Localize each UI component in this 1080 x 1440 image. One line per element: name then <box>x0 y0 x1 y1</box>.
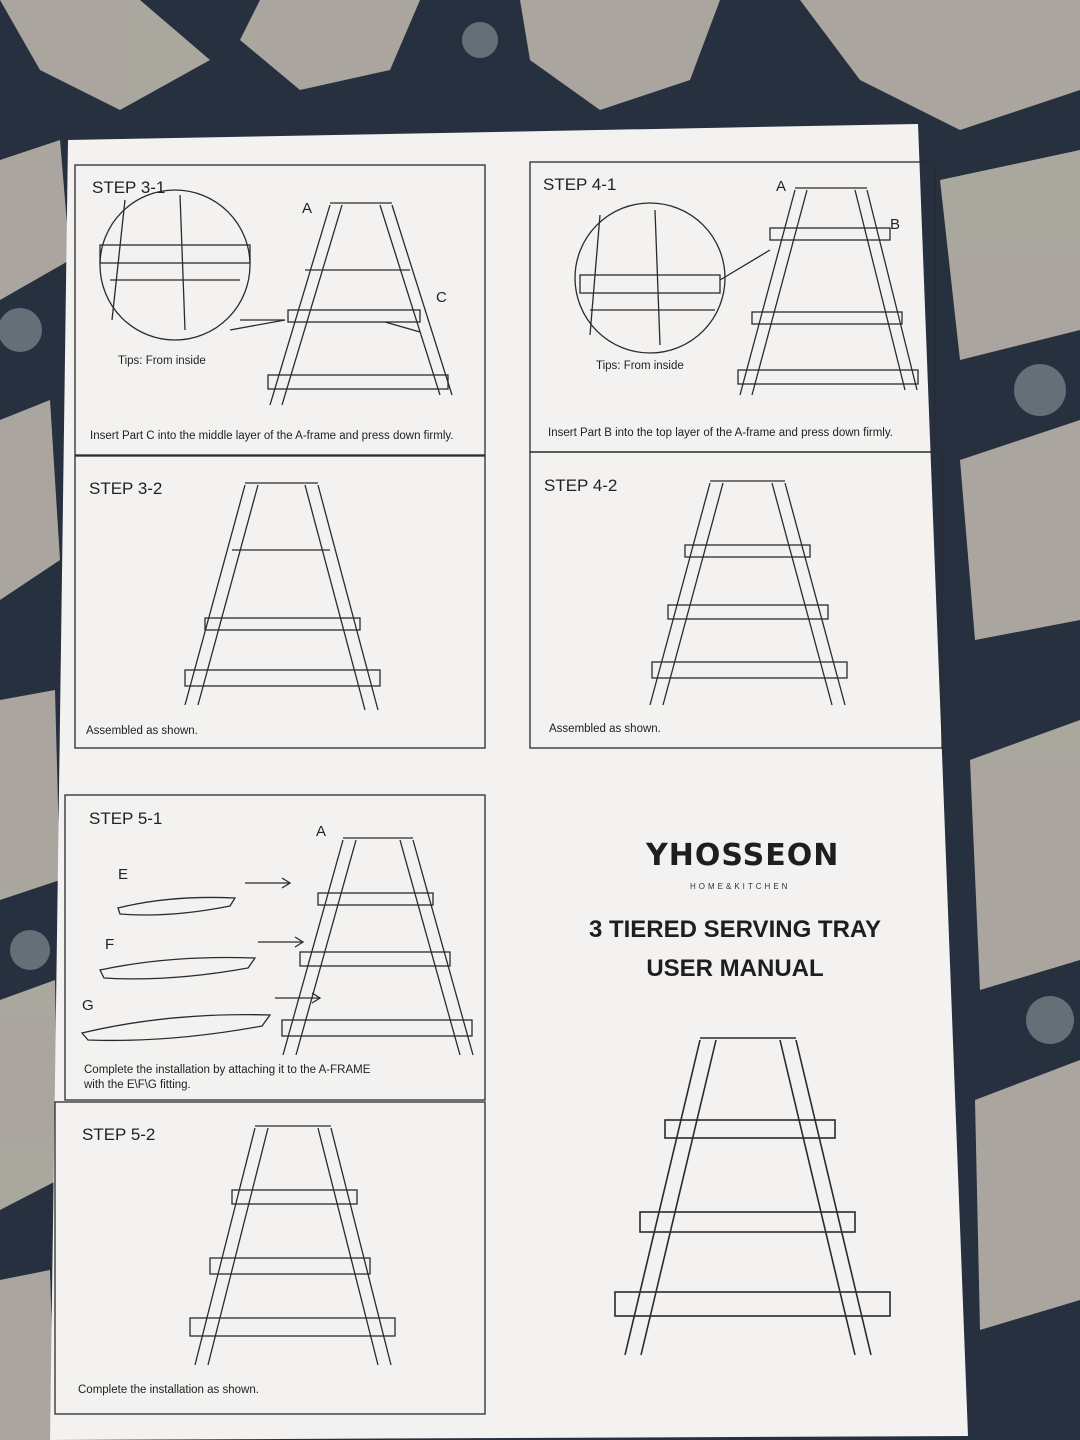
step-5-1-label: STEP 5-1 <box>89 809 163 828</box>
step-5-1-part-e: E <box>118 866 129 883</box>
step-4-2-instruction: Assembled as shown. <box>549 723 661 735</box>
step-3-1-part-a: A <box>302 200 313 217</box>
step-4-1-tips: Tips: From inside <box>596 360 684 372</box>
step-5-1-part-a: A <box>316 823 327 840</box>
brand-subtitle: HOME&KITCHEN <box>690 882 791 891</box>
step-4-1-part-b: B <box>890 216 901 233</box>
step-3-1-tips: Tips: From inside <box>118 355 206 367</box>
step-3-2-label: STEP 3-2 <box>89 479 163 498</box>
manual-subtitle: USER MANUAL <box>646 955 824 982</box>
step-5-2-instruction: Complete the installation as shown. <box>78 1384 259 1396</box>
step-3-1-instruction: Insert Part C into the middle layer of the A-frame and press down firmly. <box>90 430 454 442</box>
step-3-1-part-c: C <box>436 289 447 306</box>
step-4-2-label: STEP 4-2 <box>544 476 618 495</box>
step-3-1-label: STEP 3-1 <box>92 178 166 197</box>
brand-logo: YHOSSEON <box>646 838 840 873</box>
step-5-1-part-f: F <box>105 936 115 953</box>
step-5-1-instruction: Complete the installation by attaching it to the A-FRAME with the E\F\G fitting. <box>84 1064 371 1091</box>
step-4-1-instruction: Insert Part B into the top layer of the A-frame and press down firmly. <box>548 427 893 439</box>
step-5-1-part-g: G <box>82 997 94 1014</box>
step-4-1-label: STEP 4-1 <box>543 175 617 194</box>
step-3-2-instruction: Assembled as shown. <box>86 725 198 737</box>
step-5-2-label: STEP 5-2 <box>82 1125 156 1144</box>
manual-title: 3 TIERED SERVING TRAY <box>588 916 882 943</box>
step-4-1-part-a: A <box>776 178 787 195</box>
